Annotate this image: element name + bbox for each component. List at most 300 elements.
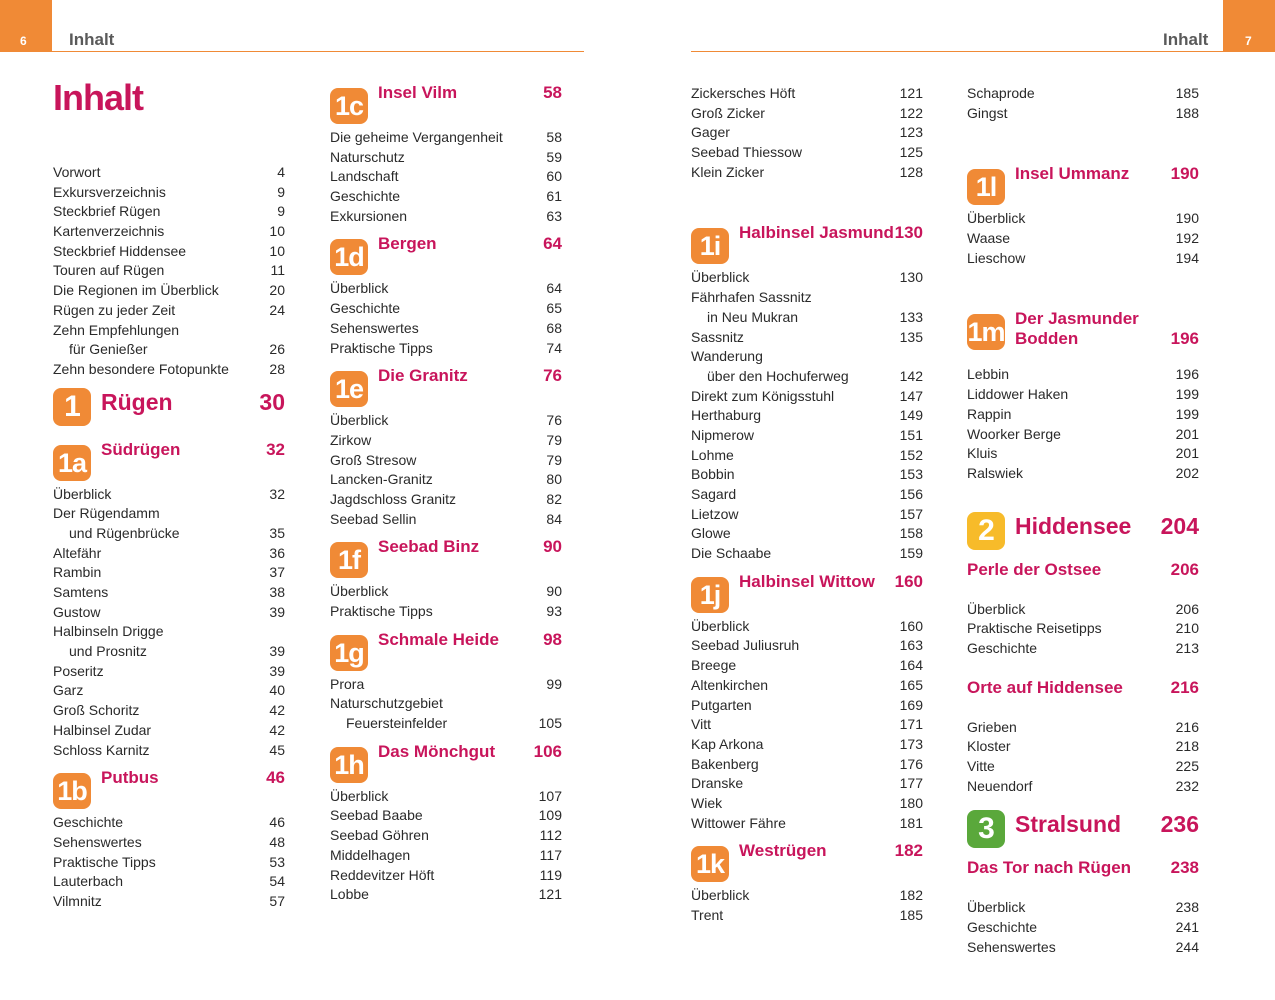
toc-entry-title: für Genießer — [69, 341, 148, 358]
toc-entry-title: Steckbrief Rügen — [53, 203, 161, 220]
toc-entry[interactable] — [967, 777, 1199, 797]
toc-entry-page: 199 — [1175, 405, 1199, 422]
toc-entry[interactable] — [53, 701, 285, 721]
toc-entry-page: 45 — [269, 741, 285, 758]
toc-entry-page: 244 — [1175, 938, 1199, 955]
toc-entry-page: 177 — [899, 775, 923, 792]
toc-entry[interactable] — [691, 406, 923, 426]
subsection-title: Perle der Ostsee — [967, 559, 1102, 579]
toc-entry[interactable] — [330, 714, 562, 734]
toc-entry-title: Rügen zu jeder Zeit — [53, 301, 176, 318]
section-badge: 1b — [53, 773, 91, 809]
toc-entry-page: 93 — [546, 603, 562, 619]
toc-entry[interactable] — [53, 642, 285, 662]
toc-entry-page: 11 — [270, 262, 285, 279]
toc-entry[interactable] — [691, 735, 923, 755]
section-heading-s1j[interactable] — [691, 572, 923, 617]
toc-entry-page: 180 — [899, 794, 923, 811]
toc-entry[interactable] — [53, 544, 285, 564]
toc-entry-title: Geschichte — [330, 300, 401, 317]
toc-entry[interactable] — [691, 84, 923, 104]
section-badge: 3 — [967, 810, 1005, 848]
toc-entry[interactable] — [691, 906, 923, 926]
toc-entry-page: 210 — [1175, 620, 1199, 637]
toc-column-2 — [330, 83, 562, 905]
section-title: Halbinsel Jasmund — [739, 223, 894, 243]
toc-entry-title: Poseritz — [53, 662, 104, 679]
toc-entry[interactable] — [53, 662, 285, 682]
toc-entry-title: Die Regionen im Überblick — [53, 282, 219, 299]
toc-entry[interactable] — [967, 757, 1199, 777]
toc-entry[interactable] — [967, 405, 1199, 425]
toc-entry-page: 9 — [277, 203, 285, 220]
toc-entry[interactable] — [691, 367, 923, 387]
toc-entry[interactable] — [967, 425, 1199, 445]
toc-entry[interactable] — [967, 365, 1199, 385]
toc-entry-page: 238 — [1175, 899, 1199, 916]
toc-entry[interactable] — [967, 918, 1199, 938]
toc-entry-page: 171 — [899, 716, 923, 733]
toc-entry[interactable] — [53, 261, 285, 281]
toc-entry-title: Lieschow — [967, 249, 1026, 266]
toc-entry[interactable] — [691, 446, 923, 466]
toc-entry[interactable] — [330, 866, 562, 886]
section-page: 106 — [533, 741, 562, 761]
toc-entry-page: 54 — [269, 873, 285, 890]
toc-entry[interactable] — [691, 814, 923, 834]
toc-entry-title: Touren auf Rügen — [53, 262, 165, 279]
toc-entry[interactable] — [330, 806, 562, 826]
toc-entry-title: Garz — [53, 682, 84, 699]
toc-entry-title: Wiek — [691, 794, 723, 811]
toc-entry[interactable] — [53, 202, 285, 222]
toc-entry-title: Kartenverzeichnis — [53, 223, 165, 240]
toc-entry[interactable] — [967, 898, 1199, 918]
toc-entry[interactable] — [691, 308, 923, 328]
toc-entry-title: Lancken-Granitz — [330, 471, 433, 488]
header-rule-left — [52, 51, 584, 52]
toc-entry[interactable] — [330, 510, 562, 530]
section-page: 46 — [266, 768, 285, 788]
toc-entry-title: Sehenswertes — [967, 938, 1056, 955]
toc-entry[interactable] — [53, 853, 285, 873]
toc-entry-page: 24 — [269, 301, 285, 318]
toc-entry-title: Seebad Thiessow — [691, 144, 803, 161]
toc-entry-title: Schloss Karnitz — [53, 741, 150, 758]
toc-entry-title: Prora — [330, 675, 365, 692]
toc-entry-page: 153 — [899, 466, 923, 483]
toc-entry[interactable] — [53, 301, 285, 321]
toc-entry[interactable] — [330, 207, 562, 227]
toc-entry[interactable] — [330, 431, 562, 451]
toc-entry[interactable] — [53, 163, 285, 183]
toc-entry-page: 37 — [269, 564, 285, 581]
toc-entry-title: Landschaft — [330, 168, 399, 185]
toc-entry-page: 125 — [899, 144, 923, 161]
toc-entry[interactable] — [691, 143, 923, 163]
toc-entry-title: Wittower Fähre — [691, 814, 786, 831]
section-title: Das Mönchgut — [378, 741, 496, 761]
toc-entry-title: Samtens — [53, 584, 109, 600]
toc-entry-title: Nipmerow — [691, 426, 755, 443]
toc-entry[interactable] — [53, 622, 285, 642]
toc-entry-title: Glowe — [691, 525, 731, 542]
toc-entry-title: Lietzow — [691, 505, 739, 522]
toc-entry[interactable] — [691, 886, 923, 906]
toc-entry[interactable] — [691, 387, 923, 407]
toc-entry[interactable] — [330, 582, 562, 602]
toc-entry-page: 196 — [1175, 366, 1199, 383]
toc-entry-page: 28 — [269, 360, 285, 377]
toc-entry-page: 60 — [546, 168, 562, 185]
toc-entry-page: 35 — [269, 524, 285, 541]
toc-entry-page: 199 — [1175, 386, 1199, 403]
running-header-right: Inhalt — [1163, 30, 1209, 49]
page-number-left: 6 — [0, 0, 52, 52]
toc-entry[interactable] — [691, 328, 923, 348]
toc-entry-page: 128 — [899, 163, 923, 180]
section-title: Hiddensee — [1015, 512, 1132, 539]
toc-entry[interactable] — [691, 636, 923, 656]
toc-entry-page: 79 — [546, 451, 562, 468]
toc-entry-title: Überblick — [691, 269, 750, 286]
section-badge: 1k — [691, 846, 729, 882]
section-badge: 1m — [967, 314, 1005, 350]
section-title: Schmale Heide — [378, 629, 499, 649]
toc-entry-page: 192 — [1175, 230, 1199, 247]
toc-entry[interactable] — [330, 787, 562, 807]
section-heading-s1b[interactable] — [53, 768, 285, 813]
toc-entry-title: Überblick — [967, 210, 1026, 227]
toc-entry-title: Rappin — [967, 405, 1012, 422]
toc-entry[interactable] — [53, 340, 285, 360]
toc-column-1 — [53, 163, 285, 912]
toc-entry-title: Sehenswertes — [330, 319, 419, 336]
toc-entry-page: 151 — [899, 426, 923, 443]
header-rule-right — [691, 51, 1223, 52]
toc-entry-title: Zickersches Höft — [691, 85, 796, 101]
toc-entry-page: 181 — [899, 814, 923, 831]
toc-entry-page: 165 — [899, 676, 923, 693]
toc-entry[interactable] — [967, 464, 1199, 484]
toc-entry-title: Zehn besondere Fotopunkte — [53, 360, 229, 377]
toc-entry[interactable] — [691, 268, 923, 288]
toc-entry[interactable] — [691, 123, 923, 143]
toc-entry[interactable] — [330, 411, 562, 431]
toc-entry[interactable] — [691, 163, 923, 183]
section-heading-s1f[interactable] — [330, 537, 562, 582]
section-heading-s1g[interactable] — [330, 630, 562, 675]
toc-entry[interactable] — [53, 892, 285, 912]
toc-entry-page: 206 — [1175, 600, 1199, 617]
toc-entry-title: Praktische Tipps — [330, 603, 433, 619]
toc-entry[interactable] — [691, 656, 923, 676]
toc-entry[interactable] — [53, 813, 285, 833]
toc-entry[interactable] — [691, 676, 923, 696]
section-heading-s1l[interactable] — [967, 164, 1199, 209]
toc-entry[interactable] — [691, 347, 923, 367]
section-heading-s1h[interactable] — [330, 742, 562, 787]
toc-entry-title: Sassnitz — [691, 328, 744, 345]
toc-entry-title: Überblick — [691, 617, 750, 634]
subsection-heading-r2b[interactable] — [967, 678, 1199, 718]
toc-entry-page: 163 — [899, 637, 923, 654]
toc-entry[interactable] — [691, 465, 923, 485]
toc-entry[interactable] — [53, 721, 285, 741]
toc-entry[interactable] — [53, 524, 285, 544]
toc-entry-title: Kluis — [967, 445, 998, 462]
toc-entry-title: Reddevitzer Höft — [330, 866, 435, 883]
section-page: 64 — [543, 234, 562, 254]
toc-entry[interactable] — [330, 319, 562, 339]
toc-entry[interactable] — [330, 299, 562, 319]
toc-entry-title: Bakenberg — [691, 755, 759, 772]
toc-entry-page: 202 — [1175, 464, 1199, 481]
toc-entry[interactable] — [967, 938, 1199, 958]
toc-entry-title: Halbinsel Zudar — [53, 721, 152, 738]
toc-entry-page: 241 — [1175, 919, 1199, 936]
toc-entry[interactable] — [691, 524, 923, 544]
toc-entry-page: 39 — [269, 643, 285, 660]
toc-entry-page: 185 — [899, 907, 923, 923]
toc-entry-page: 61 — [546, 188, 562, 205]
toc-entry[interactable] — [53, 563, 285, 583]
toc-entry-page: 135 — [899, 328, 923, 345]
toc-entry-page: 64 — [546, 280, 562, 297]
toc-entry[interactable] — [967, 104, 1199, 124]
toc-entry[interactable] — [330, 451, 562, 471]
toc-entry-title: Putgarten — [691, 696, 752, 713]
toc-entry[interactable] — [967, 619, 1199, 639]
toc-entry-page: 156 — [899, 486, 923, 502]
toc-entry-title: und Rügenbrücke — [69, 524, 180, 541]
toc-entry[interactable] — [691, 288, 923, 308]
section-badge: 1a — [53, 445, 91, 481]
toc-entry-title: Lebbin — [967, 366, 1010, 383]
toc-entry-page: 213 — [1175, 639, 1199, 656]
toc-entry-page: 157 — [899, 505, 923, 522]
section-heading-r2[interactable] — [967, 510, 1199, 560]
toc-entry-page: 32 — [269, 485, 285, 502]
toc-entry-title: Grieben — [967, 718, 1017, 735]
toc-entry-page: 46 — [269, 814, 285, 831]
toc-entry[interactable] — [967, 444, 1199, 464]
section-title: Insel Ummanz — [1015, 164, 1130, 184]
toc-entry[interactable] — [330, 885, 562, 905]
toc-entry-page: 82 — [546, 490, 562, 507]
toc-entry-title: Gager — [691, 124, 730, 141]
toc-entry-title: Lobbe — [330, 886, 369, 903]
toc-entry[interactable] — [691, 617, 923, 637]
toc-entry-title: Altenkirchen — [691, 676, 769, 693]
toc-entry[interactable] — [330, 470, 562, 490]
section-title-line: Bodden — [1015, 329, 1079, 349]
toc-entry-page: 201 — [1175, 445, 1199, 462]
section-heading-s1c[interactable] — [330, 83, 562, 128]
running-header-left: Inhalt — [69, 30, 115, 49]
toc-entry-page: 48 — [269, 833, 285, 850]
section-heading-r3[interactable] — [967, 808, 1199, 858]
section-page: 90 — [543, 537, 562, 557]
section-title — [1015, 309, 1139, 349]
toc-entry[interactable] — [691, 485, 923, 505]
toc-entry-page: 164 — [899, 657, 923, 674]
section-page: 58 — [543, 83, 562, 102]
toc-entry-page: 109 — [538, 807, 562, 824]
section-heading-s1i[interactable] — [691, 223, 923, 268]
toc-entry-title: Lauterbach — [53, 873, 124, 890]
toc-entry[interactable] — [53, 485, 285, 505]
section-page: 190 — [1170, 164, 1199, 184]
toc-entry[interactable] — [691, 696, 923, 716]
toc-entry[interactable] — [691, 426, 923, 446]
toc-entry[interactable] — [967, 249, 1199, 269]
toc-entry-page: 142 — [899, 367, 923, 384]
toc-entry[interactable] — [53, 242, 285, 262]
toc-entry-page: 201 — [1175, 425, 1199, 442]
toc-entry[interactable] — [53, 681, 285, 701]
toc-entry-title: Geschichte — [53, 814, 124, 831]
toc-entry-page: 123 — [899, 124, 923, 141]
toc-entry-page: 160 — [899, 617, 923, 634]
toc-entry-title: Fährhafen Sassnitz — [691, 289, 812, 306]
toc-entry-title: Groß Schoritz — [53, 702, 140, 719]
toc-entry[interactable] — [967, 385, 1199, 405]
toc-entry-title: Steckbrief Hiddensee — [53, 242, 187, 259]
toc-entry-title: Bobbin — [691, 466, 735, 483]
toc-entry-page: 84 — [546, 510, 562, 527]
toc-entry-title: Seebad Sellin — [330, 510, 417, 527]
toc-entry-page: 130 — [899, 269, 923, 286]
toc-entry[interactable] — [691, 794, 923, 814]
toc-entry[interactable] — [53, 281, 285, 301]
toc-entry[interactable] — [330, 128, 562, 148]
toc-entry[interactable] — [53, 183, 285, 203]
toc-entry-title: Altefähr — [53, 544, 102, 561]
subsection-heading-r3a[interactable] — [967, 858, 1199, 898]
toc-entry[interactable] — [53, 360, 285, 380]
section-badge: 1j — [691, 577, 729, 613]
toc-entry-page: 158 — [899, 525, 923, 542]
toc-entry[interactable] — [330, 339, 562, 359]
section-heading-s1k[interactable] — [691, 841, 923, 886]
toc-entry-page: 10 — [269, 242, 285, 259]
toc-entry-page: 122 — [899, 104, 923, 121]
toc-entry[interactable] — [330, 148, 562, 168]
toc-entry-page: 121 — [538, 886, 562, 903]
section-page: 130 — [894, 223, 923, 243]
toc-entry[interactable] — [53, 583, 285, 603]
toc-entry[interactable] — [691, 715, 923, 735]
toc-entry[interactable] — [330, 826, 562, 846]
toc-entry-page: 190 — [1175, 210, 1199, 227]
toc-entry[interactable] — [53, 872, 285, 892]
toc-entry[interactable] — [691, 104, 923, 124]
toc-entry-title: Vorwort — [53, 164, 101, 180]
section-heading-s1d[interactable] — [330, 234, 562, 279]
section-title: Halbinsel Wittow — [739, 571, 875, 591]
toc-entry-page: 39 — [269, 603, 285, 620]
toc-entry-page: 20 — [269, 282, 285, 299]
toc-entry[interactable] — [53, 504, 285, 524]
toc-entry-page: 40 — [269, 682, 285, 699]
toc-entry[interactable] — [967, 639, 1199, 659]
toc-entry[interactable] — [53, 222, 285, 242]
toc-entry[interactable] — [967, 737, 1199, 757]
toc-entry-title: Woorker Berge — [967, 425, 1061, 442]
toc-entry[interactable] — [691, 755, 923, 775]
toc-entry-title: Ralswiek — [967, 464, 1024, 481]
toc-entry[interactable] — [330, 602, 562, 622]
toc-entry-title: und Prosnitz — [69, 643, 147, 660]
toc-entry-title: Waase — [967, 230, 1011, 247]
toc-entry-page: 149 — [899, 407, 923, 424]
toc-entry[interactable] — [330, 490, 562, 510]
toc-entry[interactable] — [53, 321, 285, 341]
toc-entry-title: Trent — [691, 907, 724, 923]
toc-entry-title: Direkt zum Königsstuhl — [691, 387, 835, 404]
toc-entry[interactable] — [330, 846, 562, 866]
toc-entry[interactable] — [53, 603, 285, 623]
toc-entry-title: über den Hochuferweg — [707, 367, 849, 384]
toc-entry-page: 133 — [899, 308, 923, 325]
toc-entry[interactable] — [691, 544, 923, 564]
toc-entry[interactable] — [330, 279, 562, 299]
section-page: 204 — [1160, 512, 1199, 539]
toc-entry[interactable] — [330, 694, 562, 714]
toc-entry[interactable] — [691, 774, 923, 794]
subsection-heading-r2a[interactable] — [967, 560, 1199, 600]
toc-entry[interactable] — [967, 209, 1199, 229]
toc-entry[interactable] — [967, 229, 1199, 249]
toc-column-3 — [691, 84, 923, 926]
section-heading-s1m[interactable] — [967, 309, 1199, 365]
toc-entry[interactable] — [967, 600, 1199, 620]
toc-entry-page: 173 — [899, 735, 923, 752]
section-heading-s1a[interactable] — [53, 440, 285, 485]
toc-entry[interactable] — [53, 741, 285, 761]
toc-entry[interactable] — [330, 167, 562, 187]
toc-entry-page: 57 — [269, 892, 285, 909]
toc-entry-page: 188 — [1175, 104, 1199, 121]
section-badge: 2 — [967, 512, 1005, 550]
toc-entry[interactable] — [967, 718, 1199, 738]
toc-entry-page: 26 — [269, 341, 285, 358]
toc-entry-page: 4 — [277, 164, 285, 180]
toc-entry-page: 39 — [269, 662, 285, 679]
toc-entry[interactable] — [967, 84, 1199, 104]
toc-entry-title: Liddower Haken — [967, 386, 1069, 403]
subsection-page: 238 — [1170, 858, 1199, 878]
toc-entry-title: Seebad Juliusruh — [691, 637, 800, 654]
toc-entry-title: Überblick — [330, 412, 389, 429]
section-page: 32 — [266, 439, 285, 459]
toc-entry-title: Überblick — [967, 600, 1026, 617]
toc-entry[interactable] — [691, 505, 923, 525]
toc-entry-title: Vilmnitz — [53, 892, 102, 909]
toc-entry-page: 159 — [899, 545, 923, 562]
section-heading-s1e[interactable] — [330, 366, 562, 411]
toc-entry[interactable] — [330, 187, 562, 207]
section-heading-r1[interactable] — [53, 386, 285, 436]
toc-entry-title: Neuendorf — [967, 777, 1033, 794]
toc-entry-title: Die geheime Vergangenheit — [330, 129, 503, 145]
toc-entry[interactable] — [330, 675, 562, 695]
toc-entry-title: Zehn Empfehlungen — [53, 321, 180, 338]
section-title: Die Granitz — [378, 366, 468, 386]
section-badge: 1i — [691, 228, 729, 264]
toc-entry[interactable] — [53, 833, 285, 853]
